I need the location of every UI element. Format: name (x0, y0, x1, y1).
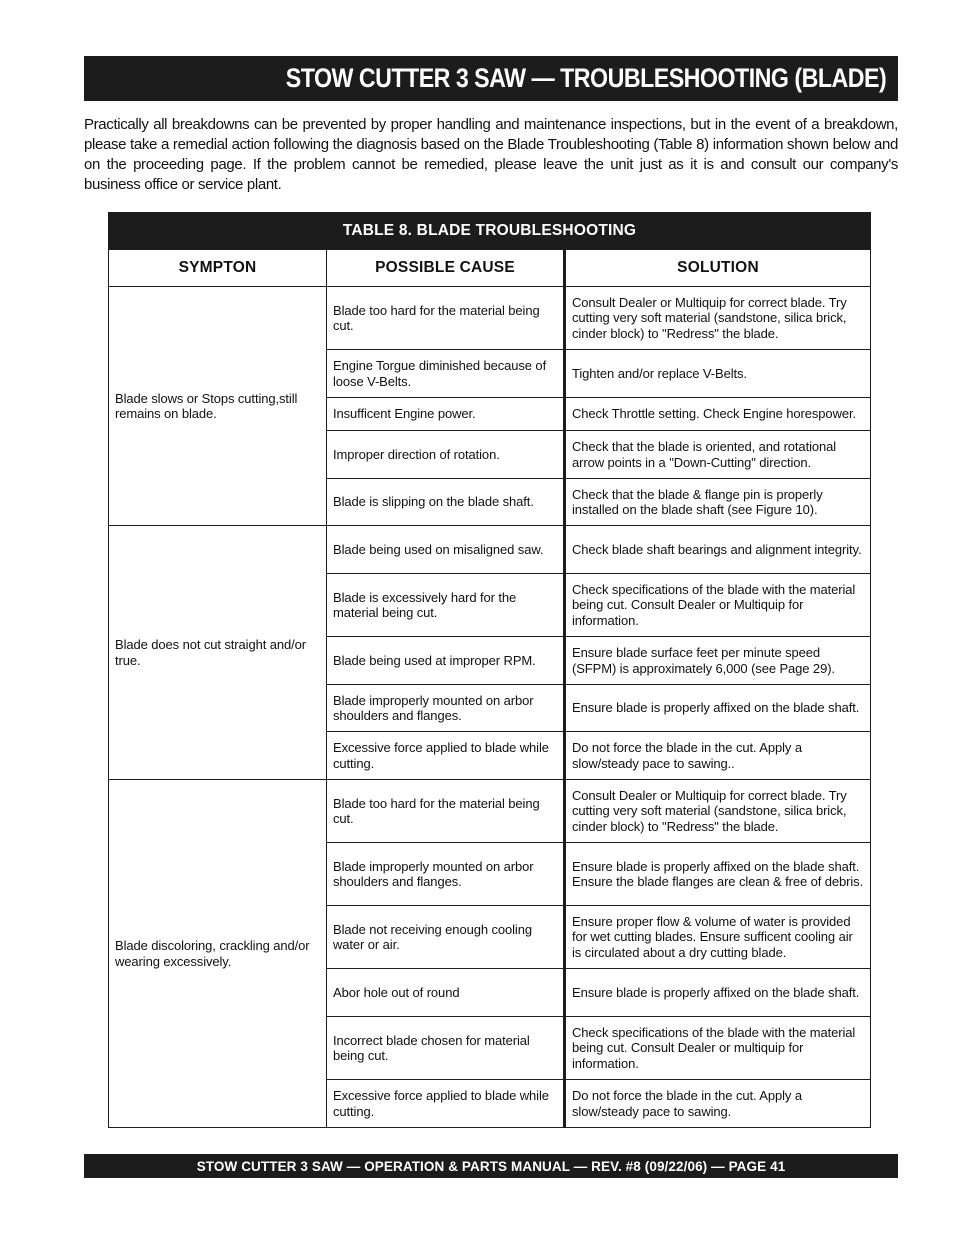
column-header-solution: SOLUTION (565, 250, 871, 287)
cause-cell: Blade too hard for the material being cut. (327, 780, 565, 843)
page-footer (84, 1154, 898, 1178)
cause-cell: Incorrect blade chosen for material being cut. (327, 1017, 565, 1080)
table-row (109, 780, 871, 843)
solution-cell: Check blade shaft bearings and alignment integrity. (565, 526, 871, 574)
solution-cell: Consult Dealer or Multiquip for correct blade. Try cutting very soft material (sandstone, silica brick, cinder block) to "Redress" the blade. (565, 780, 871, 843)
column-header-symptom: SYMPTON (109, 250, 327, 287)
solution-cell: Do not force the blade in the cut. Apply a slow/steady pace to sawing. (565, 1080, 871, 1128)
cause-cell: Abor hole out of round (327, 969, 565, 1017)
solution-cell: Consult Dealer or Multiquip for correct blade. Try cutting very soft material (sandstone, silica brick, cinder block) to "Redress" the blade. (565, 287, 871, 350)
footer-text: STOW CUTTER 3 SAW — OPERATION & PARTS MANUAL — REV. #8 (09/22/06) — PAGE 41 (196, 1158, 786, 1174)
symptom-cell: Blade does not cut straight and/or true. (109, 526, 327, 780)
solution-cell: Ensure proper flow & volume of water is provided for wet cutting blades. Ensure sufficent cooling air is circulated about a dry cutting blade. (565, 906, 871, 969)
cause-cell: Blade too hard for the material being cut. (327, 287, 565, 350)
solution-cell: Do not force the blade in the cut. Apply a slow/steady pace to sawing.. (565, 732, 871, 780)
solution-cell: Ensure blade is properly affixed on the blade shaft. Ensure the blade flanges are clean & free of debris. (565, 843, 871, 906)
solution-cell: Check that the blade is oriented, and rotational arrow points in a "Down-Cutting" direction. (565, 431, 871, 479)
cause-cell: Excessive force applied to blade while cutting. (327, 1080, 565, 1128)
symptom-cell: Blade discoloring, crackling and/or wearing excessively. (109, 780, 327, 1128)
solution-cell: Check specifications of the blade with the material being cut. Consult Dealer or Multiquip for information. (565, 574, 871, 637)
table-row (109, 526, 871, 574)
solution-cell: Check specifications of the blade with the material being cut. Consult Dealer or multiquip for information. (565, 1017, 871, 1080)
solution-cell: Check Throttle setting. Check Engine horespower. (565, 398, 871, 431)
cause-cell: Blade improperly mounted on arbor shoulders and flanges. (327, 685, 565, 732)
cause-cell: Excessive force applied to blade while cutting. (327, 732, 565, 780)
cause-cell: Blade is excessively hard for the material being cut. (327, 574, 565, 637)
cause-cell: Insufficent Engine power. (327, 398, 565, 431)
cause-cell: Blade not receiving enough cooling water or air. (327, 906, 565, 969)
cause-cell: Blade is slipping on the blade shaft. (327, 479, 565, 526)
solution-cell: Ensure blade is properly affixed on the blade shaft. (565, 969, 871, 1017)
cause-cell: Blade improperly mounted on arbor shoulders and flanges. (327, 843, 565, 906)
cause-cell: Engine Torgue diminished because of loose V-Belts. (327, 350, 565, 398)
intro-paragraph: Practically all breakdowns can be prevented by proper handling and maintenance inspections, but in the event of a breakdown, please take a remedial action following the diagnosis based on the Blade Troubleshooting (Table 8) information shown below and on the proceeding page. If the problem cannot be remedied, please leave the unit just as it is and consult our company's business office or service plant. (84, 116, 898, 193)
page-header (84, 56, 898, 101)
solution-cell: Ensure blade is properly affixed on the blade shaft. (565, 685, 871, 732)
table-caption: TABLE 8. BLADE TROUBLESHOOTING (109, 213, 871, 250)
cause-cell: Blade being used on misaligned saw. (327, 526, 565, 574)
table-body (109, 287, 871, 1128)
solution-cell: Ensure blade surface feet per minute speed (SFPM) is approximately 6,000 (see Page 29). (565, 637, 871, 685)
page-title: STOW CUTTER 3 SAW — TROUBLESHOOTING (BLADE) (285, 63, 886, 93)
troubleshooting-table (108, 212, 871, 1128)
solution-cell: Tighten and/or replace V-Belts. (565, 350, 871, 398)
cause-cell: Improper direction of rotation. (327, 431, 565, 479)
symptom-cell: Blade slows or Stops cutting,still remains on blade. (109, 287, 327, 526)
cause-cell: Blade being used at improper RPM. (327, 637, 565, 685)
column-header-cause: POSSIBLE CAUSE (327, 250, 565, 287)
table-row (109, 287, 871, 350)
solution-cell: Check that the blade & flange pin is properly installed on the blade shaft (see Figure 10). (565, 479, 871, 526)
